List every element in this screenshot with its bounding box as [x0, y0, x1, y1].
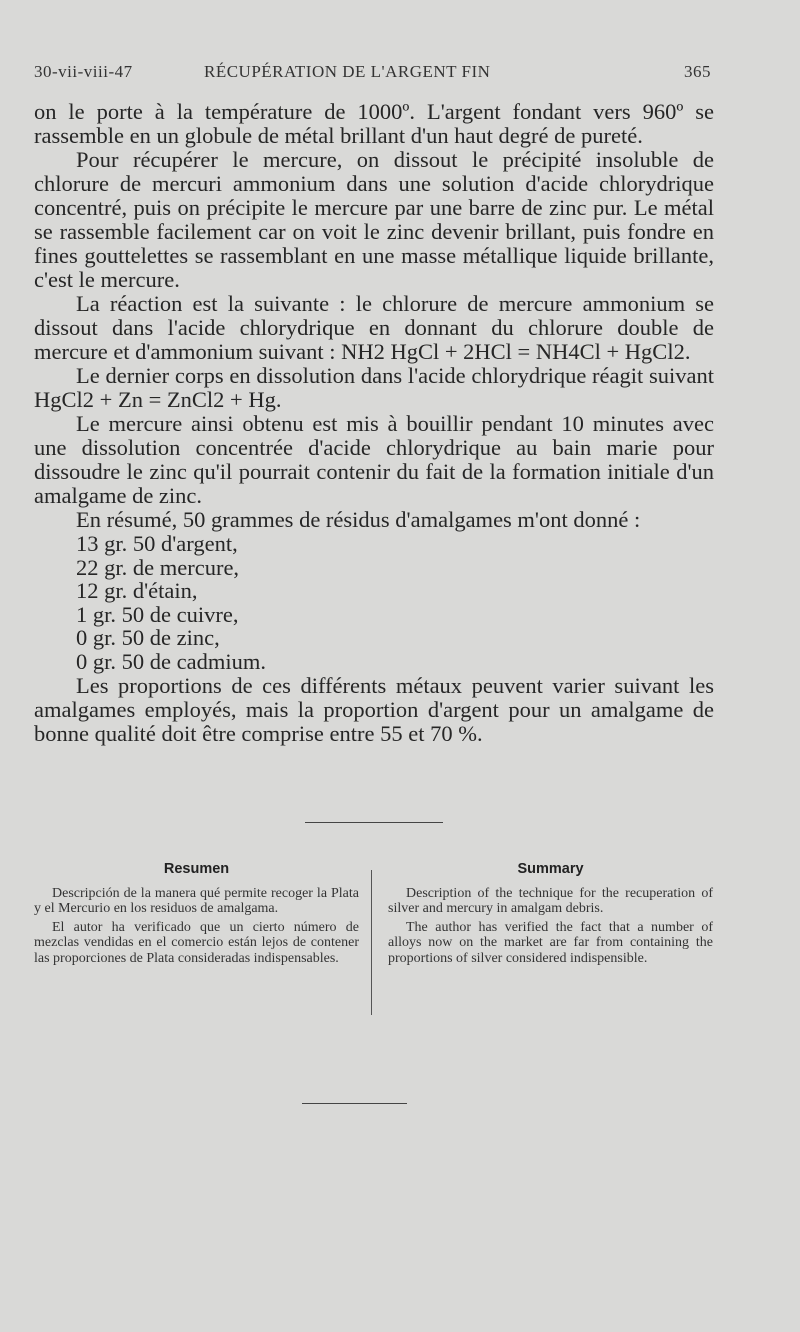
list-item: 0 gr. 50 de cadmium.	[76, 648, 266, 674]
resumen-paragraph-1: Descripción de la manera qué permite recoger la Plata y el Mercurio en los residuos de amalgama.	[34, 885, 359, 916]
paragraph-5: Le mercure ainsi obtenu est mis à bouillir pendant 10 minutes avec une dissolution concentrée d'acide chlorydrique au bain marie pour dissoudre le zinc qu'il pourrait contenir du fait de la formation initiale d'un amalgame de zinc.	[34, 411, 714, 508]
paragraph-4: Le dernier corps en dissolution dans l'acide chlorydrique réagit suivant HgCl2 + Zn = ZnCl2 + Hg.	[34, 363, 714, 412]
header-date: 30-vii-viii-47	[34, 62, 133, 81]
section-divider	[305, 822, 443, 823]
list-item: 1 gr. 50 de cuivre,	[76, 601, 239, 627]
results-list	[34, 532, 714, 674]
paragraph-1: on le porte à la température de 1000º. L'argent fondant vers 960º se rassemble en un globule de métal brillant d'un haut degré de pureté.	[34, 99, 714, 148]
paragraph-2: Pour récupérer le mercure, on dissout le précipité insoluble de chlorure de mercuri ammonium dans une solution d'acide chlorydrique concentré, puis on précipite le mercure par une barre de zinc pur. Le métal se rassemble facilement car on voit le zinc devenir brillant, puis fondre en fines gouttelettes se rassemblant en une masse métallique liquide brillante, c'est le mercure.	[34, 147, 714, 292]
summary-heading: Summary	[517, 861, 584, 877]
paragraph-6: En résumé, 50 grammes de résidus d'amalgames m'ont donné :	[76, 507, 641, 532]
column-separator	[371, 870, 372, 1015]
resumen-paragraph-2: El autor ha verificado que un cierto número de mezclas vendidas en el comercio están lejos de contener las proporciones de Plata consideradas indispensables.	[34, 919, 359, 966]
page-number: 365	[684, 62, 711, 81]
resumen-heading: Resumen	[163, 861, 230, 877]
paragraph-3: La réaction est la suivante : le chlorure de mercure ammonium se dissout dans l'acide chlorydrique en donnant du chlorure double de mercure et d'ammonium suivant : NH2 HgCl + 2HCl = NH4Cl + HgCl2.	[34, 291, 714, 364]
end-divider	[302, 1103, 407, 1104]
header-title: RÉCUPÉRATION DE L'ARGENT FIN	[204, 62, 491, 81]
summary-paragraph-1: Description of the technique for the recuperation of silver and mercury in amalgam debris.	[388, 885, 713, 916]
paragraph-7: Les proportions de ces différents métaux peuvent varier suivant les amalgames employés, mais la proportion d'argent pour un amalgame de bonne qualité doit être comprise entre 55 et 70 %.	[34, 672, 714, 746]
list-item: 12 gr. d'étain,	[76, 578, 198, 604]
resumen-column	[34, 862, 359, 969]
summary-paragraph-2: The author has verified the fact that a number of alloys now on the market are far from containing the proportions of silver considered indispensible.	[388, 919, 713, 966]
summary-column	[388, 862, 713, 969]
main-text	[34, 100, 714, 746]
list-item: 13 gr. 50 d'argent,	[76, 531, 238, 556]
list-item: 22 gr. de mercure,	[76, 554, 240, 580]
list-item: 0 gr. 50 de zinc,	[76, 625, 220, 651]
